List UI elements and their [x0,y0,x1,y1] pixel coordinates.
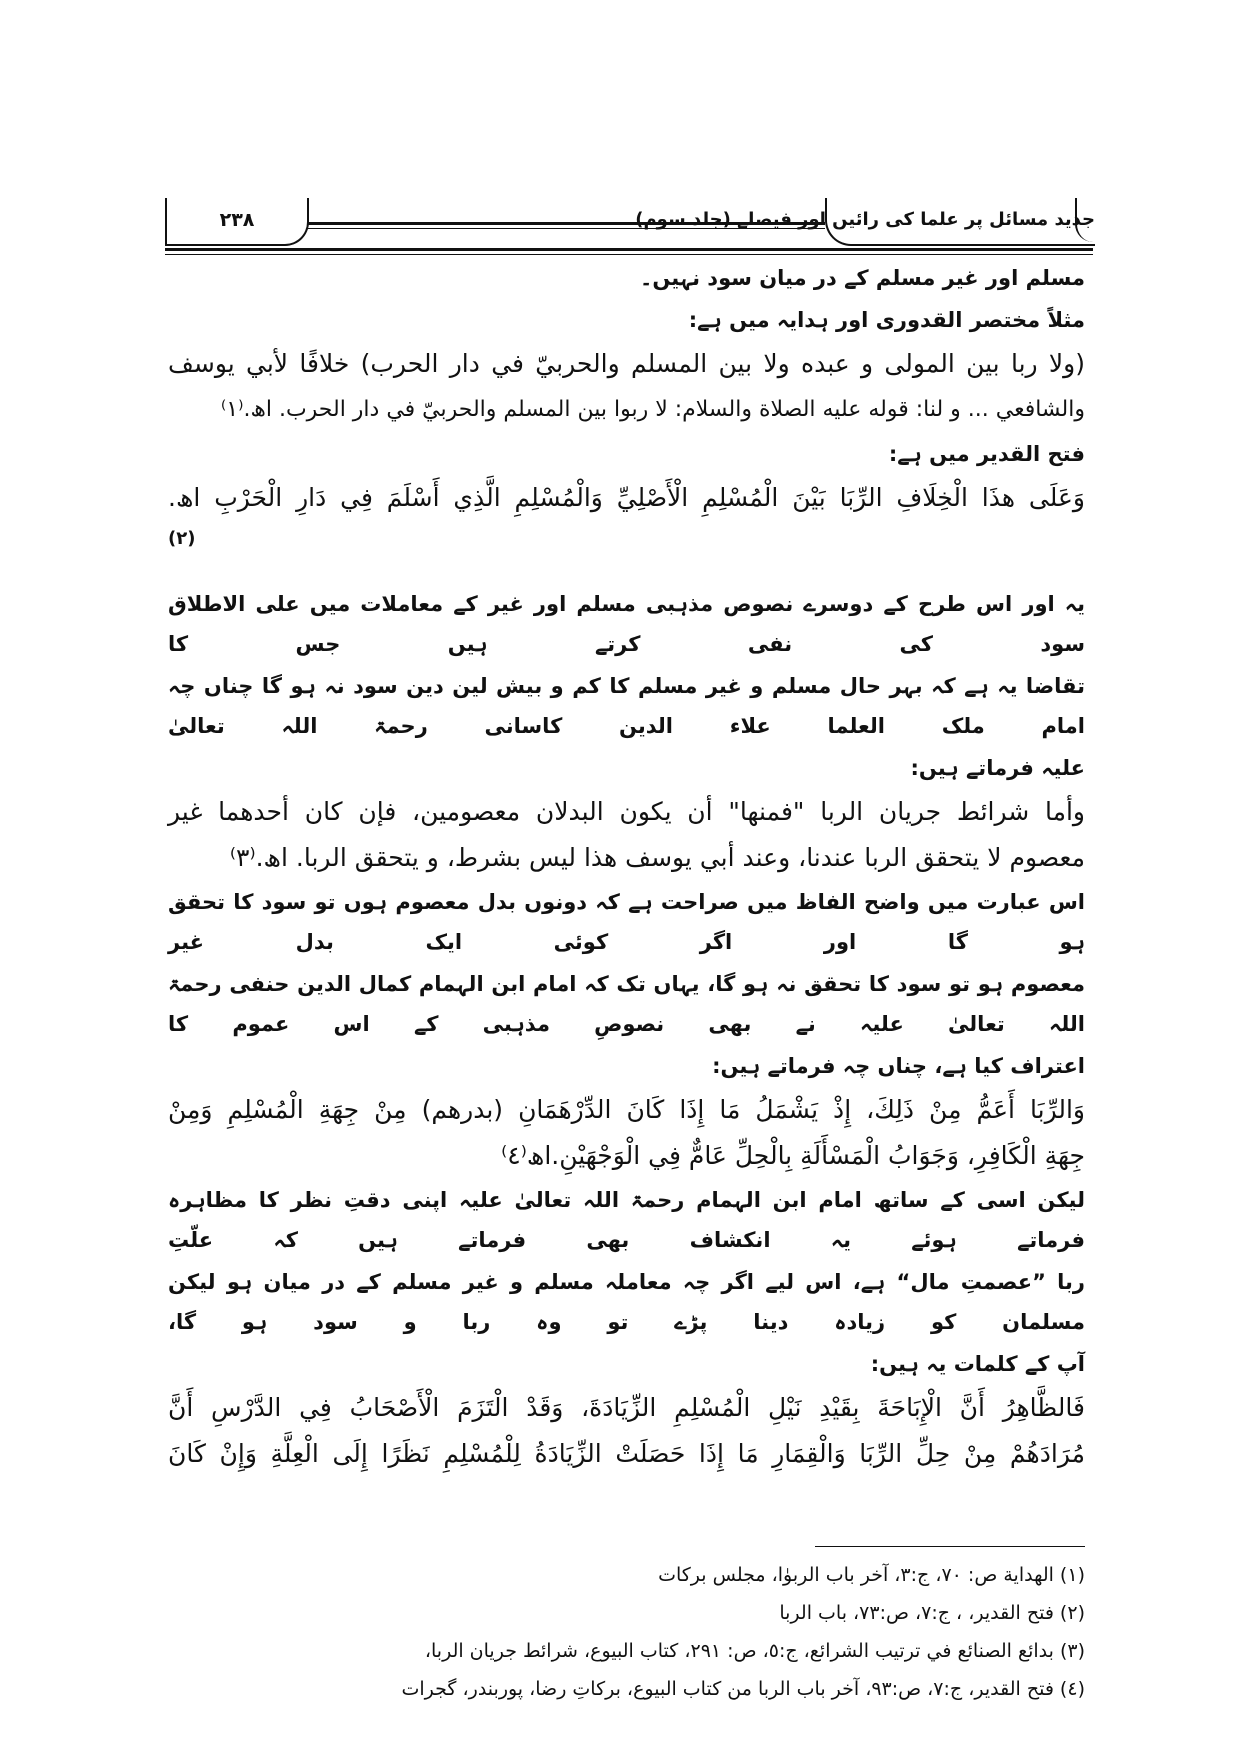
urdu-text-line: لیکن اسی کے ساتھ امام ابن الہمام رحمۃ اللہ تعالیٰ علیہ اپنی دقتِ نظر کا مظاہرہ فرماتے ہوئے یہ انکشاف بھی فرماتے ہیں کہ علّتِ [168,1188,1085,1252]
footnotes [168,1557,1085,1707]
body-text [168,258,1085,1476]
urdu-text-line: مثلاً مختصر القدوری اور ہدایہ میں ہے: [688,308,1085,332]
urdu-text-line: اس عبارت میں واضح الفاظ میں صراحت ہے کہ دونوں بدل معصوم ہوں تو سود کا تحقق ہو گا اور اگر کوئی ایک بدل غیر [168,890,1085,954]
urdu-text-line: معصوم ہو تو سود کا تحقق نہ ہو گا، یہاں تک کہ امام ابن الہمام کمال الدین حنفی رحمۃ اللہ تعالیٰ علیہ نے بھی نصوصِ مذہبی کے اس عموم کا [168,972,1085,1036]
arabic-quote-line: والشافعي ... و لنا: قوله عليه الصلاة والسلام: لا ربوا بين المسلم والحربيّ في دار الحرب. اھ.⁽١⁾ [220,397,1085,422]
page-number: ٢٣٨ [165,198,309,246]
header-rule [165,248,1093,255]
urdu-text-line: فتح القدیر میں ہے: [888,442,1085,466]
footnote-reference: (٢) [168,528,196,549]
arabic-quote-line: وَالرِّبَا أَعَمُّ مِنْ ذَلِكَ، إِذْ يَشْمَلُ مَا إِذَا كَانَ الدِّرْهَمَانِ (بدرهم) مِنْ جِهَةِ الْمُسْلِمِ وَمِنْ [168,1095,1085,1124]
arabic-quote-line: مُرَادَهُمْ مِنْ حِلِّ الرِّبَا وَالْقِمَارِ مَا إِذَا حَصَلَتْ الزِّيَادَةُ لِلْمُسْلِمِ نَظَرًا إِلَى الْعِلَّةِ وَإِنْ كَانَ [168,1439,1085,1468]
urdu-text-line: یہ اور اس طرح کے دوسرے نصوص مذہبی مسلم اور غیر کے معاملات میں علی الاطلاق سود کی نفی کرتے ہیں جس کا [168,592,1085,656]
arabic-quote-line: فَالظَّاهِرُ أَنَّ الْإِبَاحَةَ بِقَيْدِ نَيْلِ الْمُسْلِمِ الزِّيَادَةَ، وَقَدْ الْتَزَمَ الْأَصْحَابُ فِي الدَّرْسِ أَنَّ [168,1393,1085,1422]
arabic-quote-line: وأما شرائط جريان الربا "فمنها" أن يكون البدلان معصومين، فإن كان أحدهما غير [168,797,1085,826]
arabic-quote-line: وَعَلَى هذَا الْخِلَافِ الرِّبَا بَيْنَ الْمُسْلِمِ الْأَصْلِيِّ وَالْمُسْلِمِ الَّذِي أَسْلَمَ فِي دَارِ الْحَرْبِ اھ. [168,483,1085,512]
running-header-title: جدید مسائل پر علما کی رائیں اور فیصلے (جلد سوم) [825,198,1095,246]
urdu-text-line: ربا ”عصمتِ مال“ ہے، اس لیے اگر چہ معاملہ مسلم و غیر مسلم کے در میان ہو لیکن مسلمان کو زیادہ دینا پڑے تو وہ ربا و سود ہو گا، [168,1270,1085,1334]
footnote-separator [815,1546,1085,1547]
header-rule-middle [307,222,825,229]
arabic-quote-line: (ولا ربا بين المولى و عبده ولا بين المسلم والحربيّ في دار الحرب) خلافًا لأبي يوسف [168,349,1085,378]
urdu-text-line: مسلم اور غیر مسلم کے در میان سود نہیں۔ [640,266,1085,290]
footnote: (٣) بدائع الصنائع في ترتيب الشرائع، ج:٥، ص: ٢٩١، كتاب البيوع، شرائط جريان الربا، [424,1640,1085,1662]
urdu-text-line: تقاضا یہ ہے کہ بہر حال مسلم و غیر مسلم کا کم و بیش لین دین سود نہ ہو گا چناں چہ امام ملک العلما علاء الدین کاسانی رحمۃ اللہ تعالیٰ [168,674,1085,738]
arabic-quote-line: معصوم لا يتحقق الربا عندنا، وعند أبي يوسف هذا ليس بشرط، و يتحقق الربا. اھ.⁽٣⁾ [229,843,1085,872]
arabic-quote-line: جِهَةِ الْكَافِرِ، وَجَوَابُ الْمَسْأَلَةِ بِالْحِلِّ عَامٌّ فِي الْوَجْهَيْنِ.اھ⁽٤⁾ [501,1141,1085,1170]
footnote: (٤) فتح القدير، ج:٧، ص:٩٣، آخر باب الربا من كتاب البيوع، بركاتِ رضا، پوربندر، گجرات [401,1678,1085,1700]
urdu-text-line: علیہ فرماتے ہیں: [910,756,1085,780]
urdu-text-line: آپ کے کلمات یہ ہیں: [870,1352,1085,1376]
urdu-text-line: اعتراف کیا ہے، چناں چہ فرماتے ہیں: [712,1054,1085,1078]
footnote: (٢) فتح القدير، ، ج:٧، ص:٧٣، باب الربا [779,1602,1085,1624]
page-content [168,258,1085,1709]
footnote: (١) الهداية ص: ٧٠، ج:٣، آخر باب الربوٰا، مجلس بركات [658,1564,1085,1586]
